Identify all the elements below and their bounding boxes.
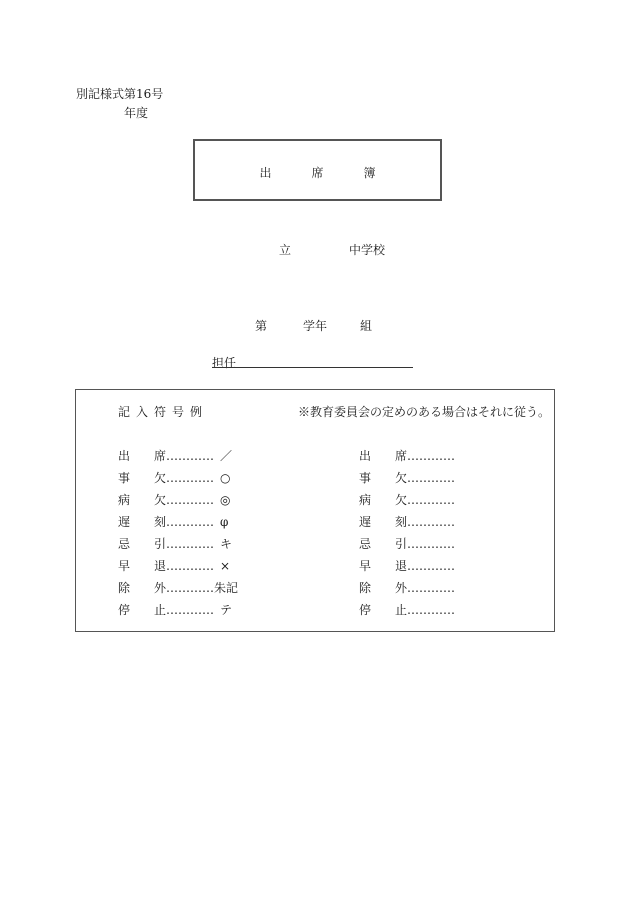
row-char-1: 事 (359, 471, 372, 485)
teacher-label: 担任 (212, 356, 237, 370)
legend-heading: 記入符号例 (118, 405, 209, 419)
legend-row-right (359, 513, 455, 530)
title-char: 出 (259, 166, 272, 180)
row-dots: ………… (407, 471, 456, 485)
row-dots: ………… (166, 603, 215, 617)
row-char-1: 遅 (118, 515, 131, 529)
row-char-2: 外 (395, 581, 408, 595)
row-char-2: 退 (395, 559, 408, 573)
row-dots: ………… (166, 537, 215, 551)
row-char-2: 刻 (395, 515, 408, 529)
row-char-2: 引 (154, 537, 167, 551)
title-box (193, 139, 442, 201)
row-char-2: 引 (395, 537, 408, 551)
row-symbol: ○ (220, 471, 231, 485)
fiscal-year-label: 年度 (124, 106, 149, 120)
row-dots: ………… (166, 449, 215, 463)
legend-row-left (118, 513, 228, 530)
legend-row-right (359, 447, 455, 464)
row-char-1: 忌 (118, 537, 131, 551)
row-symbol: φ (220, 515, 229, 529)
row-char-1: 出 (359, 449, 372, 463)
title-char: 席 (311, 166, 324, 180)
legend-row-right (359, 469, 455, 486)
row-char-1: 停 (359, 603, 372, 617)
row-char-2: 退 (154, 559, 167, 573)
row-dots: ………… (166, 471, 215, 485)
form-number: 別記様式第16号 (76, 87, 164, 101)
row-char-1: 病 (118, 493, 131, 507)
legend-row-left (118, 491, 231, 508)
page-title (195, 164, 440, 181)
row-dots: ………… (166, 515, 215, 529)
row-dots: ………… (407, 559, 456, 573)
row-char-2: 止 (154, 603, 167, 617)
legend-row-right (359, 579, 455, 596)
row-char-1: 遅 (359, 515, 372, 529)
legend-row-left (118, 447, 232, 464)
row-char-1: 出 (118, 449, 131, 463)
row-char-1: 早 (118, 559, 131, 573)
legend-row-left (118, 557, 230, 574)
row-char-2: 席 (395, 449, 408, 463)
legend-note: ※教育委員会の定めのある場合はそれに従う。 (298, 405, 551, 419)
row-char-1: 忌 (359, 537, 372, 551)
row-char-2: 外 (154, 581, 167, 595)
row-symbol: 朱記 (214, 581, 239, 595)
row-symbol: × (220, 559, 231, 573)
row-dots: ………… (166, 559, 215, 573)
legend-row-right (359, 535, 455, 552)
row-char-1: 事 (118, 471, 131, 485)
school-prefix: 立 (279, 243, 292, 257)
legend-row-right (359, 557, 455, 574)
row-char-1: 除 (118, 581, 131, 595)
grade-prefix: 第 (255, 319, 268, 333)
legend-row-right (359, 601, 455, 618)
row-char-2: 席 (154, 449, 167, 463)
row-dots: ………… (407, 537, 456, 551)
title-char: 簿 (363, 166, 376, 180)
row-char-2: 欠 (154, 493, 167, 507)
row-dots: ………… (166, 581, 215, 595)
teacher-signature-line (212, 367, 413, 368)
row-char-2: 刻 (154, 515, 167, 529)
legend-row-left (118, 535, 232, 552)
grade-year-label: 学年 (303, 319, 328, 333)
row-symbol: キ (220, 537, 233, 551)
row-char-1: 早 (359, 559, 372, 573)
row-char-2: 欠 (395, 493, 408, 507)
row-dots: ………… (407, 493, 456, 507)
row-char-1: 除 (359, 581, 372, 595)
row-dots: ………… (407, 515, 456, 529)
school-suffix: 中学校 (349, 243, 386, 257)
row-dots: ………… (407, 603, 456, 617)
row-char-2: 欠 (154, 471, 167, 485)
row-char-2: 止 (395, 603, 408, 617)
row-symbol: ／ (220, 449, 233, 463)
class-label: 組 (360, 319, 373, 333)
legend-row-left (118, 579, 238, 596)
row-char-1: 病 (359, 493, 372, 507)
row-symbol: ◎ (220, 493, 231, 507)
row-dots: ………… (166, 493, 215, 507)
legend-row-left (118, 601, 232, 618)
legend-row-right (359, 491, 455, 508)
row-dots: ………… (407, 581, 456, 595)
row-dots: ………… (407, 449, 456, 463)
legend-row-left (118, 469, 231, 486)
row-char-2: 欠 (395, 471, 408, 485)
row-symbol: テ (220, 603, 233, 617)
row-char-1: 停 (118, 603, 131, 617)
